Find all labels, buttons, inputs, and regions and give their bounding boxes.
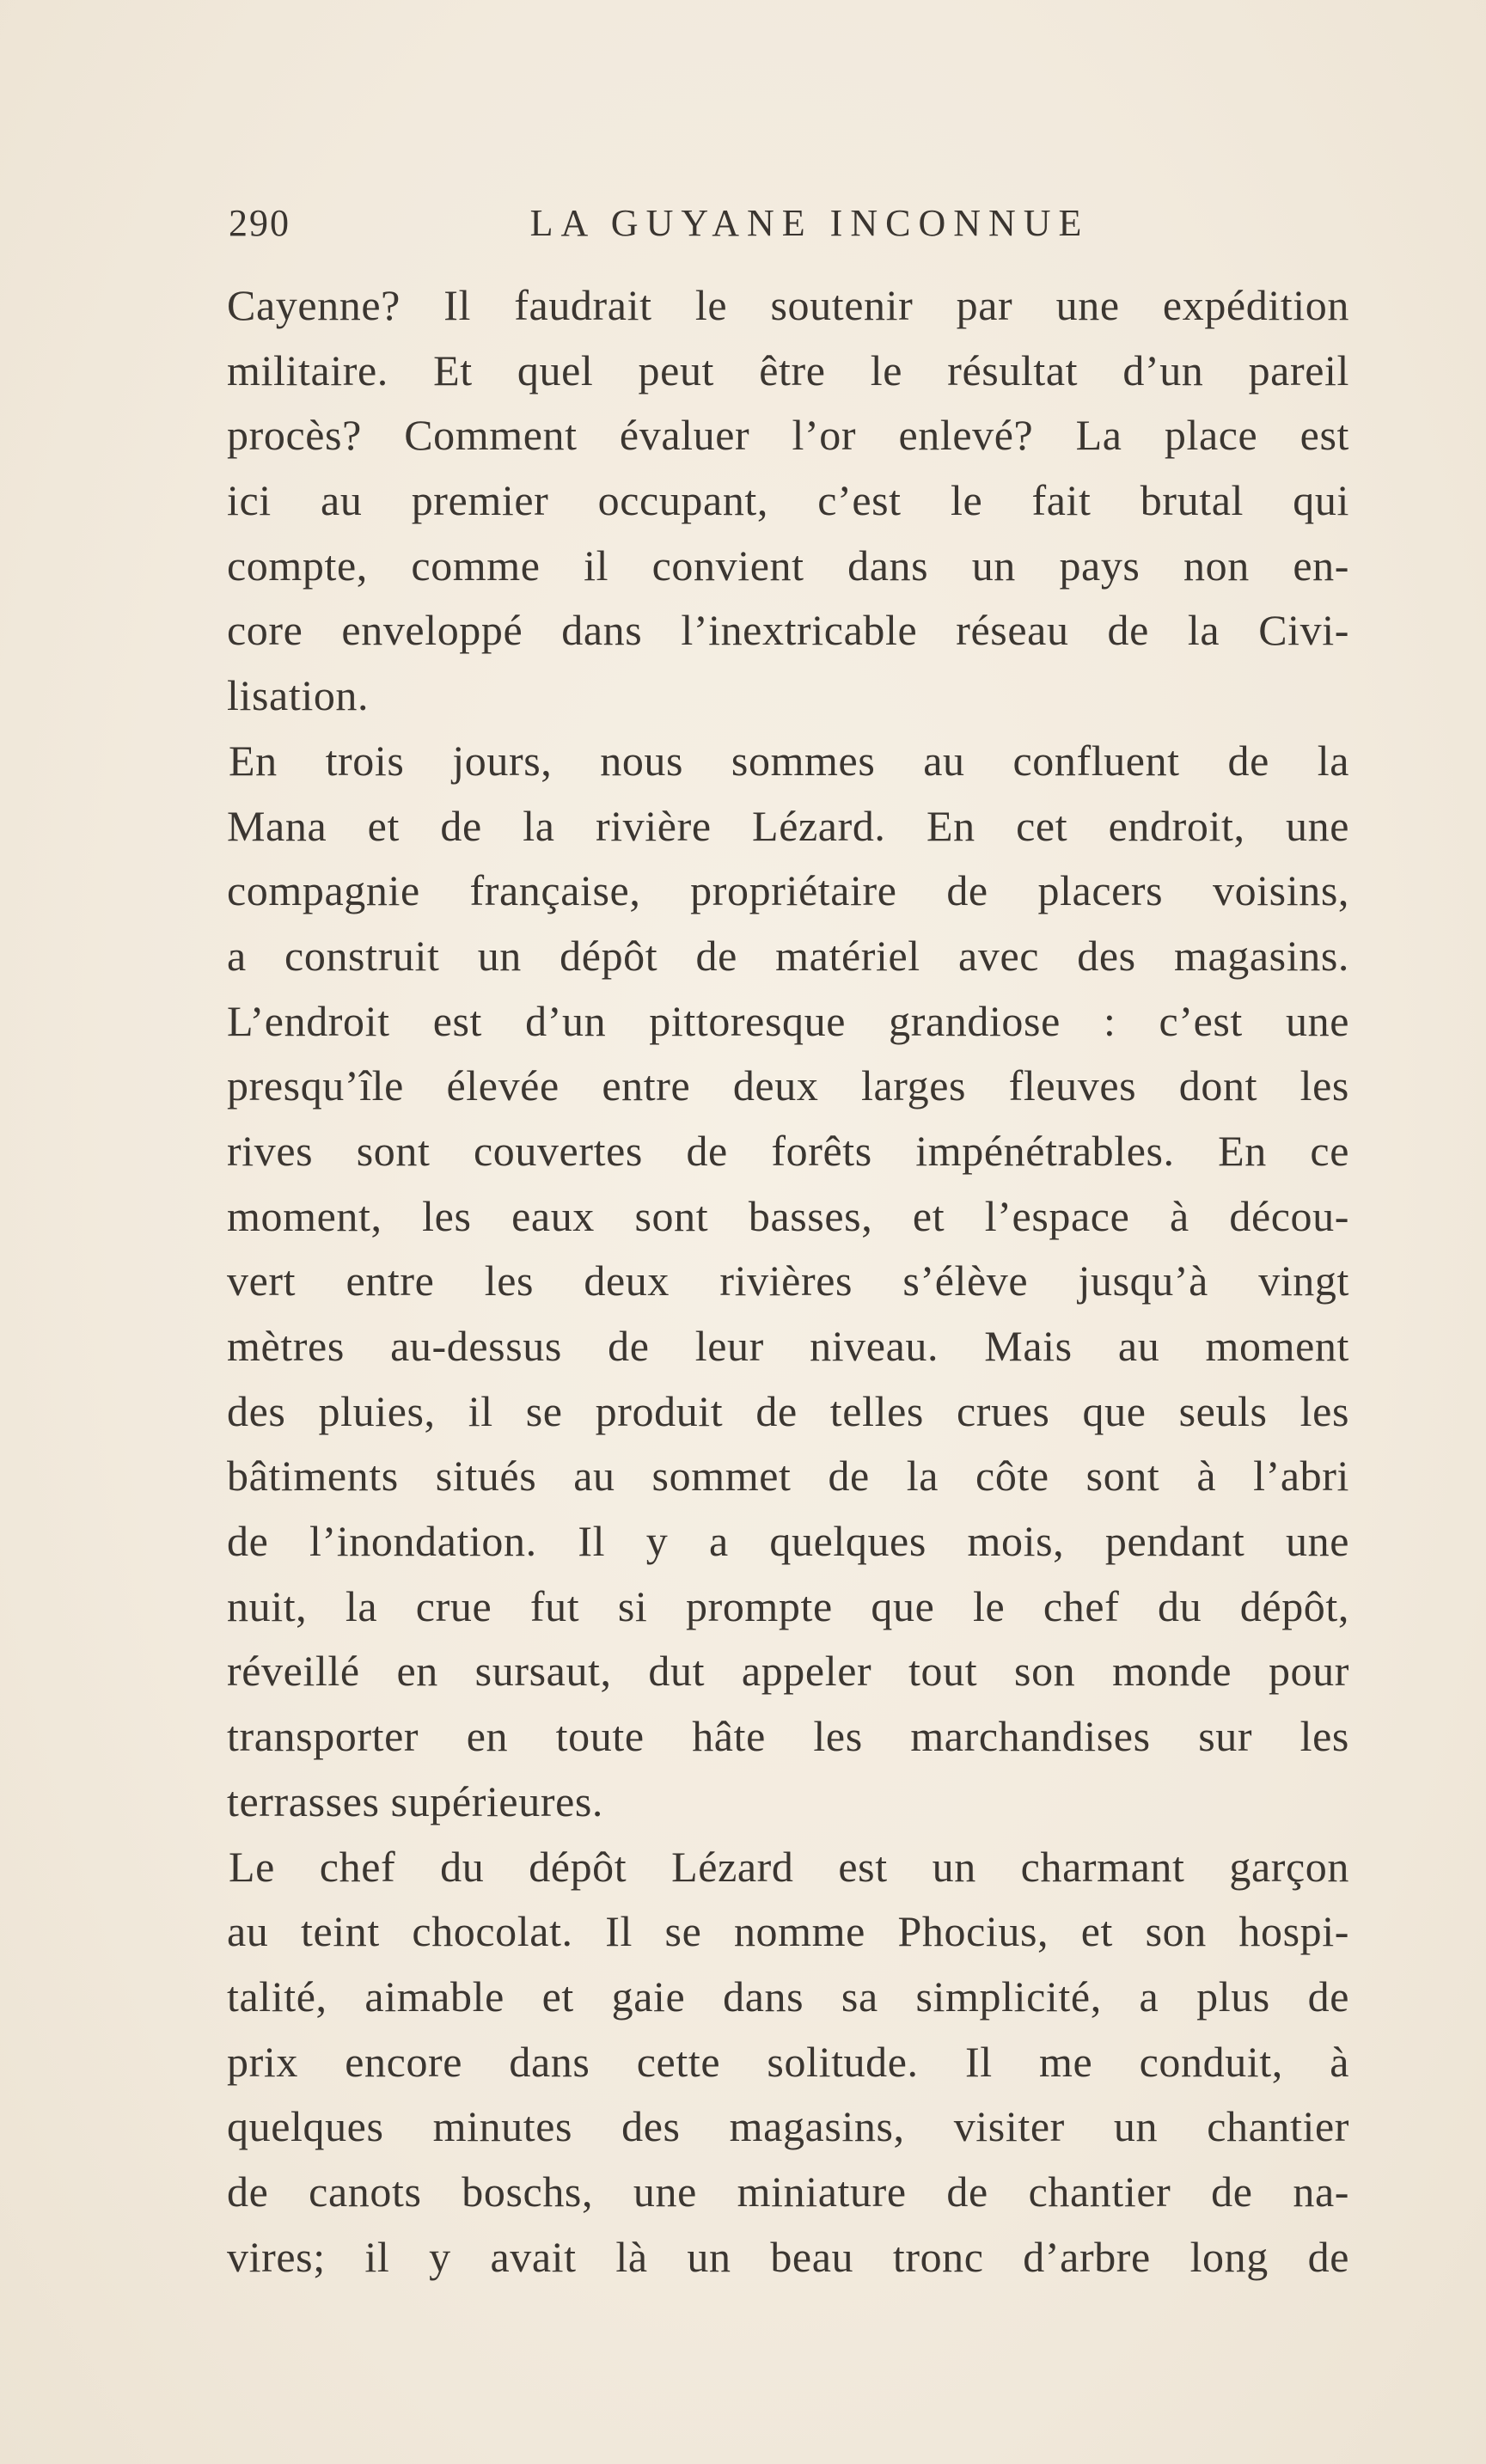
text-line: core enveloppé dans l’inextricable réseau de la Civi- (227, 606, 1349, 655)
text-line: bâtiments situés au sommet de la côte sont à l’abri (227, 1452, 1349, 1501)
text-line: En trois jours, nous sommes au confluent de la (229, 736, 1349, 785)
text-line: lisation. (227, 671, 370, 720)
text-line: réveillé en sursaut, dut appeler tout son monde pour (227, 1647, 1349, 1696)
paragraph-1 (227, 273, 1349, 729)
text-line: nuit, la crue fut si prompte que le chef du dépôt, (227, 1581, 1349, 1630)
text-line: au teint chocolat. Il se nomme Phocius, et son hospi- (227, 1907, 1349, 1956)
text-line: compte, comme il convient dans un pays non en- (227, 541, 1349, 590)
text-line: quelques minutes des magasins, visiter un chantier (227, 2102, 1349, 2151)
text-line: militaire. Et quel peut être le résultat d’un pareil (227, 345, 1349, 394)
paragraph-3 (227, 1835, 1349, 2290)
page-header (225, 201, 1360, 261)
text-line: de l’inondation. Il y a quelques mois, pendant une (227, 1517, 1349, 1566)
text-line: a construit un dépôt de matériel avec des magasins. (227, 931, 1349, 980)
text-line: ici au premier occupant, c’est le fait brutal qui (227, 476, 1349, 525)
text-line: terrasses supérieures. (227, 1776, 604, 1825)
paragraph-2 (227, 729, 1349, 1835)
text-line: Mana et de la rivière Lézard. En cet endroit, une (227, 801, 1349, 850)
text-line: procès? Comment évaluer l’or enlevé? La place est (227, 411, 1349, 460)
text-line: Cayenne? Il faudrait le soutenir par une expédition (227, 281, 1349, 329)
text-line: L’endroit est d’un pittoresque grandiose : c’est une (227, 996, 1349, 1045)
text-line: vires; il y avait là un beau tronc d’arbre long de (227, 2232, 1349, 2281)
text-line: moment, les eaux sont basses, et l’espace à décou- (227, 1191, 1349, 1240)
text-line: transporter en toute hâte les marchandises sur les (227, 1712, 1349, 1761)
text-line: Le chef du dépôt Lézard est un charmant garçon (229, 1842, 1349, 1891)
text-line: prix encore dans cette solitude. Il me conduit, à (227, 2037, 1349, 2086)
page-number: 290 (229, 202, 290, 244)
text-line: rives sont couvertes de forêts impénétrables. En ce (227, 1126, 1349, 1175)
text-line: de canots boschs, une miniature de chantier de na- (227, 2167, 1349, 2216)
text-line: des pluies, il se produit de telles crues que seuls les (227, 1386, 1349, 1435)
text-line: compagnie française, propriétaire de placers voisins, (227, 866, 1349, 915)
body-text (227, 273, 1349, 2290)
running-title: LA GUYANE INCONNUE (529, 202, 1090, 244)
text-line: vert entre les deux rivières s’élève jusqu’à vingt (227, 1256, 1349, 1305)
text-line: talité, aimable et gaie dans sa simplicité, a plus de (227, 1972, 1349, 2021)
text-line: mètres au-dessus de leur niveau. Mais au moment (227, 1322, 1349, 1370)
text-line: presqu’île élevée entre deux larges fleuves dont les (227, 1061, 1349, 1110)
